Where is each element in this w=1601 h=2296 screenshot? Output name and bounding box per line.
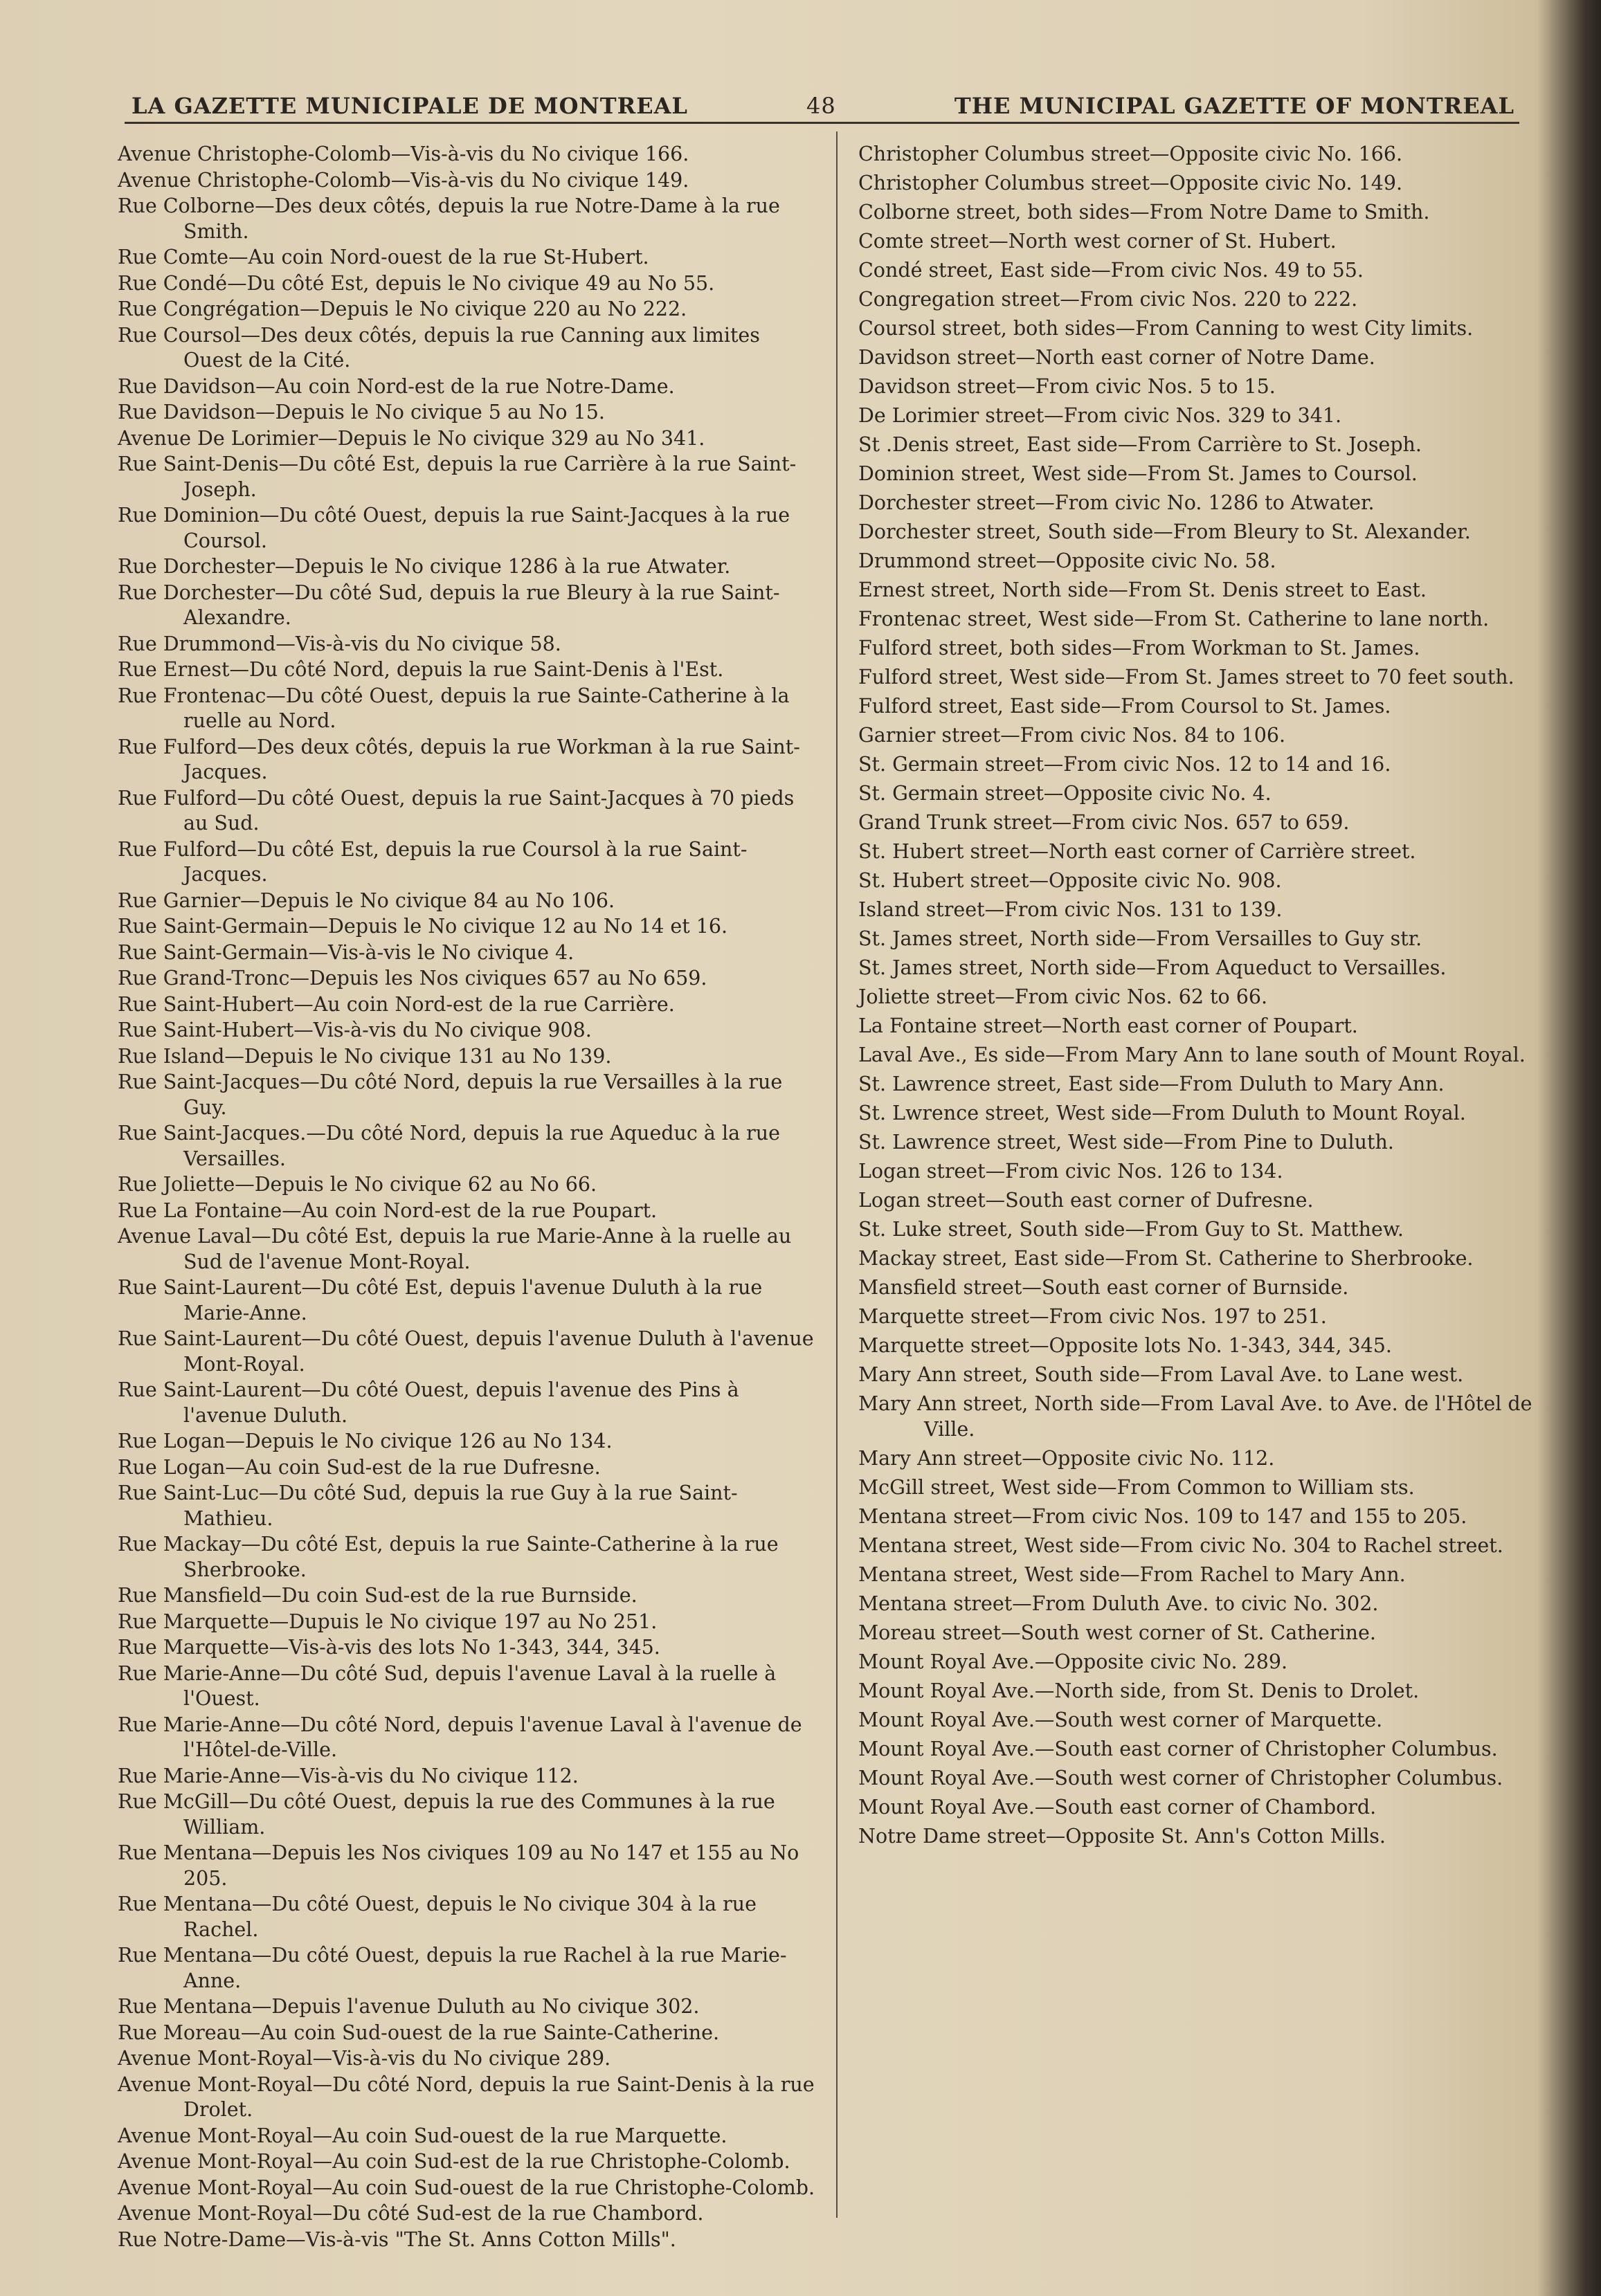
list-item: Mackay street, East side—From St. Catherine to Sherbrooke. (858, 1247, 1474, 1270)
list-item: Rue Mansfield—Du coin Sud-est de la rue Burnside. (118, 1584, 637, 1607)
list-item: Avenue Christophe-Colomb—Vis-à-vis du No civique 166. (118, 143, 689, 165)
list-item: Rue Dorchester—Depuis le No civique 1286 à la rue Atwater. (118, 555, 731, 578)
list-item: Logan street—From civic Nos. 126 to 134. (858, 1160, 1283, 1183)
list-item: Rue Mentana—Depuis les Nos civiques 109 au No 147 et 155 au No 205. (118, 1841, 799, 1890)
list-item: Rue Congrégation—Depuis le No civique 220 au No 222. (118, 298, 687, 320)
list-item: Rue McGill—Du côté Ouest, depuis la rue des Communes à la rue William. (118, 1790, 775, 1839)
list-item: Joliette street—From civic Nos. 62 to 66. (858, 985, 1268, 1008)
list-item: Rue Saint-Hubert—Vis-à-vis du No civique 908. (118, 1019, 592, 1041)
list-item: Rue Moreau—Au coin Sud-ouest de la rue Sainte-Catherine. (118, 2021, 719, 2044)
list-item: St. James street, North side—From Versailles to Guy str. (858, 927, 1422, 950)
list-item: Mentana street, West side—From Rachel to Mary Ann. (858, 1562, 1406, 1586)
header-rule (125, 122, 1519, 124)
list-item: Rue Colborne—Des deux côtés, depuis la rue Notre-Dame à la rue Smith. (118, 194, 780, 243)
column-divider (836, 131, 838, 2218)
list-item: Rue Saint-Germain—Depuis le No civique 12 au No 14 et 16. (118, 915, 728, 938)
list-item: Mount Royal Ave.—Opposite civic No. 289. (858, 1650, 1288, 1673)
list-item: Colborne street, both sides—From Notre Dame to Smith. (858, 201, 1430, 224)
list-item: Avenue Laval—Du côté Est, depuis la rue Marie-Anne à la ruelle au Sud de l'avenue Mont-Royal. (118, 1225, 792, 1273)
list-item: Mary Ann street, South side—From Laval Ave. to Lane west. (858, 1363, 1464, 1386)
list-item: Mount Royal Ave.—South west corner of Christopher Columbus. (858, 1766, 1503, 1789)
list-item: Avenue Mont-Royal—Du côté Sud-est de la rue Chambord. (118, 2202, 704, 2225)
list-item: Rue Mentana—Du côté Ouest, depuis la rue Rachel à la rue Marie-Anne. (118, 1944, 787, 1992)
list-item: Fulford street, both sides—From Workman to St. James. (858, 637, 1420, 659)
list-item: Rue Dominion—Du côté Ouest, depuis la rue Saint-Jacques à la rue Coursol. (118, 504, 790, 552)
list-item: Rue Marie-Anne—Vis-à-vis du No civique 112. (118, 1764, 579, 1787)
list-item: St. Germain street—From civic Nos. 12 to 14 and 16. (858, 753, 1391, 776)
list-item: Avenue De Lorimier—Depuis le No civique 329 au No 341. (118, 426, 705, 450)
list-item: McGill street, West side—From Common to William sts. (858, 1475, 1415, 1499)
list-item: Mentana street, West side—From civic No. 304 to Rachel street. (858, 1533, 1503, 1557)
list-item: Avenue Christophe-Colomb—Vis-à-vis du No civique 149. (118, 168, 689, 192)
list-item: Rue Fulford—Du côté Ouest, depuis la rue Saint-Jacques à 70 pieds au Sud. (118, 786, 795, 835)
list-item: Garnier street—From civic Nos. 84 to 106. (858, 724, 1286, 747)
list-item: Rue Saint-Laurent—Du côté Ouest, depuis l'avenue Duluth à l'avenue Mont-Royal. (118, 1327, 814, 1376)
list-item: Coursol street, both sides—From Canning to west City limits. (858, 317, 1474, 340)
list-item: Rue Frontenac—Du côté Ouest, depuis la rue Sainte-Catherine à la ruelle au Nord. (118, 684, 790, 732)
list-item: Congregation street—From civic Nos. 220 to 222. (858, 288, 1358, 311)
list-item: St. Hubert street—Opposite civic No. 908. (858, 869, 1282, 892)
list-item: Dominion street, West side—From St. James to Coursol. (858, 462, 1418, 485)
list-item: Rue Mackay—Du côté Est, depuis la rue Sainte-Catherine à la rue Sherbrooke. (118, 1533, 779, 1581)
list-item: St. Lwrence street, West side—From Duluth to Mount Royal. (858, 1102, 1466, 1124)
list-item: Mount Royal Ave.—South west corner of Marquette. (858, 1708, 1383, 1731)
list-item: Rue Marquette—Dupuis le No civique 197 au No 251. (118, 1610, 658, 1633)
page-header (132, 78, 1514, 119)
list-item: Avenue Mont-Royal—Du côté Nord, depuis la rue Saint-Denis à la rue Drolet. (118, 2072, 815, 2121)
list-item: Rue Davidson—Depuis le No civique 5 au No 15. (118, 401, 605, 423)
list-item: Frontenac street, West side—From St. Catherine to lane north. (858, 608, 1490, 630)
list-item: Davidson street—From civic Nos. 5 to 15. (858, 375, 1276, 398)
list-item: Fulford street, East side—From Coursol to St. James. (858, 695, 1391, 718)
list-item: Mount Royal Ave.—South east corner of Christopher Columbus. (858, 1737, 1498, 1760)
list-item: Mary Ann street, North side—From Laval Ave. to Ave. de l'Hôtel de Ville. (858, 1392, 1532, 1441)
list-item: Laval Ave., Es side—From Mary Ann to lane south of Mount Royal. (858, 1044, 1526, 1066)
list-item: Mentana street—From Duluth Ave. to civic No. 302. (858, 1592, 1379, 1615)
list-item: Rue Grand-Tronc—Depuis les Nos civiques 657 au No 659. (118, 967, 707, 990)
french-column (118, 142, 817, 2253)
list-item: Rue Notre-Dame—Vis-à-vis "The St. Anns Cotton Mills". (118, 2227, 676, 2251)
list-item: Rue Saint-Luc—Du côté Sud, depuis la rue Guy à la rue Saint-Mathieu. (118, 1482, 738, 1530)
list-item: Rue Logan—Au coin Sud-est de la rue Dufresne. (118, 1455, 601, 1479)
list-item: Logan street—South east corner of Dufresne. (858, 1189, 1314, 1212)
list-item: Mount Royal Ave.—South east corner of Chambord. (858, 1795, 1377, 1819)
list-item: Rue Fulford—Du côté Est, depuis la rue Coursol à la rue Saint-Jacques. (118, 837, 748, 886)
list-item: Rue Saint-Germain—Vis-à-vis le No civique 4. (118, 940, 575, 964)
list-item: Rue Ernest—Du côté Nord, depuis la rue Saint-Denis à l'Est. (118, 658, 724, 681)
list-item: Rue Saint-Laurent—Du côté Ouest, depuis l'avenue des Pins à l'avenue Duluth. (118, 1378, 739, 1427)
list-item: Condé street, East side—From civic Nos. 49 to 55. (858, 259, 1364, 282)
list-item: Rue Garnier—Depuis le No civique 84 au No 106. (118, 889, 615, 912)
list-item: Mansfield street—South east corner of Burnside. (858, 1276, 1349, 1299)
list-item: Rue Mentana—Du côté Ouest, depuis le No civique 304 à la rue Rachel. (118, 1893, 757, 1941)
list-item: Marquette street—Opposite lots No. 1-343, 344, 345. (858, 1334, 1392, 1357)
list-item: Mary Ann street—Opposite civic No. 112. (858, 1446, 1275, 1470)
list-item: Mentana street—From civic Nos. 109 to 147 and 155 to 205. (858, 1504, 1467, 1528)
list-item: Dorchester street, South side—From Bleury to St. Alexander. (858, 520, 1471, 543)
list-item: Davidson street—North east corner of Notre Dame. (858, 346, 1375, 369)
list-item: Avenue Mont-Royal—Vis-à-vis du No civique 289. (118, 2047, 611, 2070)
list-item: Rue Mentana—Depuis l'avenue Duluth au No civique 302. (118, 1995, 700, 2018)
list-item: Fulford street, West side—From St. James street to 70 feet south. (858, 666, 1514, 689)
list-item: Mount Royal Ave.—North side, from St. Denis to Drolet. (858, 1679, 1420, 1702)
list-item: Avenue Mont-Royal—Au coin Sud-ouest de la rue Marquette. (118, 2124, 727, 2147)
list-item: Rue Saint-Denis—Du côté Est, depuis la rue Carrière à la rue Saint-Joseph. (118, 453, 797, 501)
list-item: St .Denis street, East side—From Carrière to St. Joseph. (858, 433, 1422, 456)
list-item: Rue Joliette—Depuis le No civique 62 au No 66. (118, 1173, 597, 1196)
list-item: Marquette street—From civic Nos. 197 to 251. (858, 1305, 1327, 1328)
page-number: 48 (806, 93, 836, 119)
list-item: St. Luke street, South side—From Guy to St. Matthew. (858, 1218, 1404, 1241)
header-left-title: LA GAZETTE MUNICIPALE DE MONTREAL (132, 93, 688, 119)
list-item: Dorchester street—From civic No. 1286 to Atwater. (858, 491, 1375, 514)
list-item: Notre Dame street—Opposite St. Ann's Cotton Mills. (858, 1824, 1386, 1848)
list-item: Moreau street—South west corner of St. Catherine. (858, 1621, 1376, 1644)
list-item: Rue Saint-Jacques—Du côté Nord, depuis la rue Versailles à la rue Guy. (118, 1070, 783, 1119)
list-item: Comte street—North west corner of St. Hubert. (858, 230, 1337, 253)
list-item: Rue Saint-Jacques.—Du côté Nord, depuis la rue Aqueduc à la rue Versailles. (118, 1122, 780, 1170)
list-item: Rue Marie-Anne—Du côté Nord, depuis l'avenue Laval à l'avenue de l'Hôtel-de-Ville. (118, 1713, 802, 1761)
list-item: Ernest street, North side—From St. Denis street to East. (858, 578, 1427, 601)
list-item: La Fontaine street—North east corner of Poupart. (858, 1014, 1358, 1037)
english-column (858, 142, 1550, 1853)
list-item: St. James street, North side—From Aqueduct to Versailles. (858, 956, 1447, 979)
list-item: Rue Davidson—Au coin Nord-est de la rue Notre-Dame. (118, 374, 675, 398)
list-item: St. Hubert street—North east corner of Carrière street. (858, 840, 1416, 863)
list-item: Rue La Fontaine—Au coin Nord-est de la rue Poupart. (118, 1199, 658, 1222)
list-item: Avenue Mont-Royal—Au coin Sud-est de la rue Christophe-Colomb. (118, 2150, 790, 2173)
list-item: Rue Drummond—Vis-à-vis du No civique 58. (118, 632, 561, 655)
list-item: Grand Trunk street—From civic Nos. 657 to 659. (858, 811, 1350, 834)
list-item: St. Germain street—Opposite civic No. 4. (858, 782, 1272, 805)
list-item: Island street—From civic Nos. 131 to 139. (858, 898, 1283, 921)
list-item: St. Lawrence street, East side—From Duluth to Mary Ann. (858, 1073, 1445, 1095)
list-item: Drummond street—Opposite civic No. 58. (858, 549, 1276, 572)
list-item: Rue Fulford—Des deux côtés, depuis la rue Workman à la rue Saint-Jacques. (118, 735, 800, 783)
list-item: Rue Dorchester—Du côté Sud, depuis la rue Bleury à la rue Saint-Alexandre. (118, 581, 780, 629)
list-item: Rue Coursol—Des deux côtés, depuis la rue Canning aux limites Ouest de la Cité. (118, 323, 760, 372)
list-item: Christopher Columbus street—Opposite civic No. 166. (858, 143, 1403, 165)
list-item: Rue Logan—Depuis le No civique 126 au No 134. (118, 1430, 613, 1452)
list-item: Avenue Mont-Royal—Au coin Sud-ouest de la rue Christophe-Colomb. (118, 2176, 815, 2199)
list-item: Rue Marie-Anne—Du côté Sud, depuis l'avenue Laval à la ruelle à l'Ouest. (118, 1661, 777, 1710)
list-item: Rue Island—Depuis le No civique 131 au No 139. (118, 1044, 612, 1068)
list-item: Rue Condé—Du côté Est, depuis le No civique 49 au No 55. (118, 271, 715, 295)
list-item: St. Lawrence street, West side—From Pine to Duluth. (858, 1131, 1394, 1154)
list-item: Rue Saint-Hubert—Au coin Nord-est de la rue Carrière. (118, 992, 675, 1016)
list-item: Rue Saint-Laurent—Du côté Est, depuis l'avenue Duluth à la rue Marie-Anne. (118, 1276, 763, 1324)
list-item: Christopher Columbus street—Opposite civic No. 149. (858, 172, 1403, 194)
header-right-title: THE MUNICIPAL GAZETTE OF MONTREAL (954, 93, 1514, 119)
list-item: De Lorimier street—From civic Nos. 329 to 341. (858, 404, 1342, 427)
list-item: Rue Comte—Au coin Nord-ouest de la rue St-Hubert. (118, 246, 649, 268)
list-item: Rue Marquette—Vis-à-vis des lots No 1-343, 344, 345. (118, 1636, 660, 1659)
